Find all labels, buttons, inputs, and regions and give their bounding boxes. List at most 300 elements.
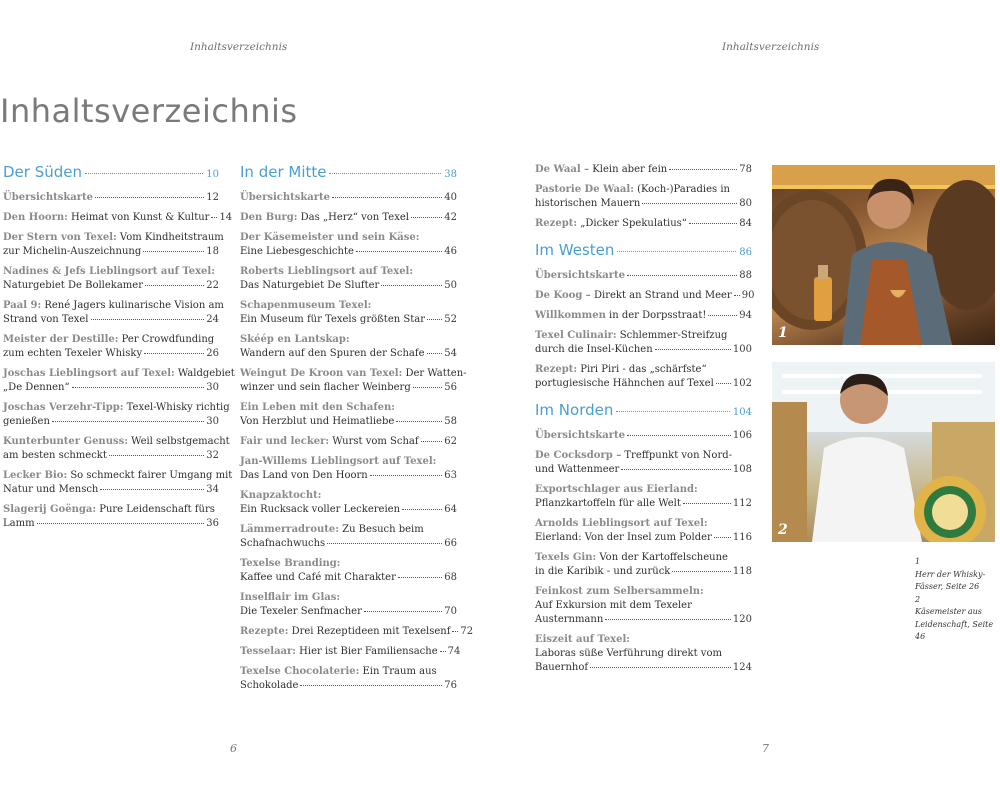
toc-entry-title: Zu Besuch beim — [338, 524, 424, 535]
toc-entry-title: Wurst vom Schaf — [329, 436, 419, 447]
toc-entry-page: 120 — [732, 614, 752, 625]
toc-entry-text — [535, 565, 670, 579]
toc-entry-title: Laboras süße Verführung direkt vom — [535, 648, 722, 659]
toc-entry-title: Natur und Mensch — [3, 484, 99, 495]
toc-entry-title: Von Herzblut und Heimatliebe — [240, 416, 395, 427]
toc-entry-text — [535, 531, 712, 545]
dot-leader — [72, 387, 205, 388]
toc-entry-text — [240, 435, 419, 449]
toc-entry-title: Eierland: Von der Insel zum Polder — [535, 532, 712, 543]
toc-entry-label: Übersichtskarte — [535, 430, 626, 441]
toc-entry-page: 66 — [444, 538, 457, 549]
caption-number-2: 2 — [915, 594, 921, 604]
section-heading[interactable] — [3, 163, 219, 181]
toc-entry-line — [240, 435, 457, 449]
toc-entry-line — [240, 299, 457, 313]
toc-entry[interactable] — [240, 211, 457, 225]
toc-entry-text — [240, 625, 450, 639]
toc-entry-text — [535, 289, 732, 303]
toc-entry-label: Übersichtskarte — [240, 192, 331, 203]
photo-cheese-master — [772, 362, 995, 542]
toc-entry-line — [535, 633, 752, 647]
toc-entry-title: genießen — [3, 416, 50, 427]
toc-entry-label: Texels Gin: — [535, 552, 597, 563]
toc-entry-text — [240, 523, 424, 537]
toc-entry-text — [535, 449, 732, 463]
dot-leader — [616, 411, 730, 412]
toc-entry[interactable] — [240, 299, 457, 327]
toc-entry-line — [3, 401, 230, 415]
caption-text-1a: Herr der Whisky- — [915, 569, 986, 579]
toc-entry-title: Naturgebiet De Bollekamer — [3, 280, 143, 291]
toc-entry-label: Rezepte: — [240, 626, 289, 637]
toc-entry-line — [3, 435, 230, 449]
section-title: In der Mitte — [240, 163, 327, 181]
photo-whisky-master — [772, 165, 995, 345]
toc-entry[interactable] — [535, 449, 752, 477]
toc-entry-label: Texel Culinair: — [535, 330, 617, 341]
toc-entry-label: Rezept: — [535, 218, 578, 229]
toc-entry-line — [240, 191, 457, 205]
toc-entry-text — [535, 363, 707, 377]
toc-entry-line — [3, 381, 219, 395]
toc-entry-title: Strand von Texel — [3, 314, 89, 325]
toc-entry-text — [3, 435, 230, 449]
caption-number-1: 1 — [915, 557, 921, 566]
toc-entry-title: Ein Rucksack voller Leckereien — [240, 504, 401, 515]
toc-entry-title: Wandern auf den Spuren der Schafe — [240, 348, 425, 359]
toc-entry-title: Schokolade — [240, 680, 299, 691]
toc-entry-label: De Koog – — [535, 290, 591, 301]
toc-entry-title: „De Dennen“ — [3, 382, 70, 393]
caption-text-2b: Leidenschaft, Seite 46 — [915, 619, 994, 641]
toc-entry-text — [3, 333, 214, 347]
toc-entry-line — [3, 231, 224, 245]
section-heading[interactable] — [535, 241, 752, 259]
toc-entry[interactable] — [535, 163, 752, 177]
toc-entry-line — [3, 265, 219, 279]
dot-leader — [672, 571, 731, 572]
toc-entry-title: Pure Leidenschaft fürs — [96, 504, 215, 515]
toc-entry-label: Den Hoorn: — [3, 212, 68, 223]
toc-entry-line — [240, 333, 457, 347]
toc-entry-label: Den Burg: — [240, 212, 298, 223]
dot-leader — [716, 383, 731, 384]
toc-entry-text — [3, 449, 107, 463]
section-heading[interactable] — [240, 163, 457, 181]
running-head-left: Inhaltsverzeichnis — [190, 41, 288, 53]
toc-entry-line — [3, 333, 219, 347]
toc-entry-text — [535, 343, 653, 357]
toc-entry-text — [3, 401, 230, 415]
toc-entry-text — [240, 415, 394, 429]
photo-number-2: 2 — [778, 522, 788, 538]
dot-leader — [627, 435, 731, 436]
dot-leader — [381, 285, 442, 286]
toc-entry-line — [535, 661, 752, 675]
toc-entry-text — [535, 497, 681, 511]
dot-leader — [590, 667, 731, 668]
toc-entry-text — [535, 517, 708, 531]
toc-entry-label: Lämmerradroute: — [240, 524, 339, 535]
dot-leader — [300, 685, 442, 686]
toc-entry-page: 26 — [206, 348, 219, 359]
toc-entry-page: 88 — [739, 270, 752, 281]
toc-entry-text — [535, 309, 706, 323]
toc-entry-label: Texelse Chocolaterie: — [240, 666, 360, 677]
toc-entry-page: 76 — [444, 680, 457, 691]
dot-leader — [370, 475, 443, 476]
toc-entry[interactable] — [3, 367, 235, 395]
toc-entry-text — [240, 347, 425, 361]
toc-entry[interactable] — [240, 435, 457, 449]
toc-entry-label: De Waal – — [535, 164, 590, 175]
section-page-number: 86 — [739, 247, 752, 258]
toc-entry-page: 74 — [447, 646, 461, 657]
toc-entry-title: Von der Kartoffelscheune — [596, 552, 728, 563]
toc-entry-line — [240, 367, 467, 381]
toc-entry-title: historischen Mauern — [535, 198, 641, 209]
toc-entry-label: Rezept: — [535, 364, 578, 375]
toc-entry-page: 108 — [732, 464, 752, 475]
toc-entry-title: Heimat von Kunst & Kultur — [67, 212, 210, 223]
toc-entry-title: René Jagers kulinarische Vision am — [41, 300, 224, 311]
toc-entry-line — [240, 313, 457, 327]
toc-entry-title: Pflanzkartoffeln für alle Welt — [535, 498, 681, 509]
toc-entry-text — [240, 313, 425, 327]
toc-entry[interactable] — [240, 665, 457, 693]
dot-leader — [411, 217, 442, 218]
toc-entry[interactable] — [535, 269, 752, 283]
toc-entry[interactable] — [240, 367, 467, 395]
toc-entry-text — [535, 429, 625, 443]
toc-entry-line — [535, 463, 752, 477]
toc-entry-line — [240, 265, 457, 279]
toc-entry-text — [240, 265, 413, 279]
toc-entry[interactable] — [535, 633, 752, 675]
toc-entry-text — [535, 163, 667, 177]
toc-entry-text — [535, 613, 603, 627]
toc-entry[interactable] — [535, 585, 752, 627]
toc-entry[interactable] — [535, 329, 752, 357]
toc-entry-line — [535, 289, 755, 303]
toc-entry-line — [3, 191, 219, 205]
toc-entry-line — [535, 183, 752, 197]
toc-entry-text — [535, 551, 728, 565]
toc-entry-line — [3, 279, 219, 293]
toc-entry-page: 94 — [739, 310, 752, 321]
toc-entry-text — [240, 571, 396, 585]
toc-entry-text — [535, 217, 687, 231]
toc-entry-text — [3, 503, 215, 517]
section-page-number: 10 — [206, 169, 219, 180]
toc-entry-label: Arnolds Lieblingsort auf Texel: — [535, 518, 708, 529]
toc-entry-line — [240, 523, 457, 537]
toc-entry[interactable] — [535, 517, 752, 545]
toc-entry-page: 106 — [732, 430, 752, 441]
toc-entry[interactable] — [3, 469, 233, 497]
toc-column-2 — [240, 163, 474, 699]
toc-entry-text — [535, 661, 588, 675]
toc-entry-text — [3, 415, 50, 429]
toc-entry-page: 100 — [732, 344, 752, 355]
toc-entry-label: Kunterbunter Genuss: — [3, 436, 128, 447]
toc-entry-text — [3, 483, 98, 497]
toc-entry-text — [240, 557, 340, 571]
toc-entry-line — [240, 469, 457, 483]
toc-entry[interactable] — [3, 299, 224, 327]
dot-leader — [627, 275, 737, 276]
toc-column-3 — [535, 163, 755, 681]
toc-entry-label: Übersichtskarte — [3, 192, 94, 203]
toc-entry-page: 54 — [444, 348, 457, 359]
toc-entry-page: 80 — [739, 198, 752, 209]
toc-entry-title: (Koch-)Paradies in — [633, 184, 730, 195]
toc-entry-label: Paal 9: — [3, 300, 42, 311]
toc-entry-text — [240, 645, 438, 659]
toc-entry-page: 63 — [444, 470, 457, 481]
toc-entry-label: Schapenmuseum Texel: — [240, 300, 372, 311]
toc-entry[interactable] — [240, 625, 474, 639]
dot-leader — [605, 619, 731, 620]
toc-entry-text — [3, 517, 35, 531]
toc-entry[interactable] — [535, 309, 752, 323]
toc-entry-line — [535, 329, 752, 343]
toc-entry-title: „Dicker Spekulatius“ — [577, 218, 687, 229]
dot-leader — [421, 441, 443, 442]
toc-entry-line — [535, 217, 752, 231]
toc-entry-title: Piri Piri - das „schärfste“ — [577, 364, 707, 375]
toc-entry[interactable] — [240, 591, 457, 619]
toc-entry[interactable] — [535, 483, 752, 511]
dot-leader — [413, 387, 443, 388]
toc-entry-title: in der Dorpsstraat! — [605, 310, 707, 321]
toc-entry[interactable] — [535, 551, 752, 579]
toc-entry-page: 34 — [206, 484, 219, 495]
toc-entry-text — [240, 455, 436, 469]
toc-entry[interactable] — [3, 191, 219, 205]
toc-entry-line — [240, 605, 457, 619]
toc-entry-page: 56 — [444, 382, 457, 393]
toc-entry-text — [240, 381, 411, 395]
toc-entry-title: zum echten Texeler Whisky — [3, 348, 143, 359]
toc-entry-label: Weingut De Kroon van Texel: — [240, 368, 403, 379]
toc-column-1 — [3, 163, 235, 537]
toc-entry-label: Knapzaktocht: — [240, 490, 322, 501]
toc-entry-label: Slagerij Goënga: — [3, 504, 97, 515]
toc-entry[interactable] — [3, 435, 230, 463]
dot-leader — [91, 319, 205, 320]
toc-entry-text — [240, 279, 379, 293]
toc-entry-page: 102 — [732, 378, 752, 389]
toc-entry-line — [535, 531, 752, 545]
toc-entry-text — [3, 347, 142, 361]
caption-text-1b: Fässer, Seite 26 — [915, 582, 980, 591]
toc-entry[interactable] — [535, 183, 752, 211]
toc-entry[interactable] — [240, 333, 457, 361]
toc-entry[interactable] — [240, 401, 457, 429]
dot-leader — [427, 319, 442, 320]
toc-entry-text — [3, 299, 224, 313]
toc-entry[interactable] — [535, 217, 752, 231]
toc-entry-line — [535, 613, 752, 627]
section-page-number: 38 — [444, 169, 457, 180]
toc-entry-text — [3, 245, 141, 259]
toc-entry-line — [535, 647, 752, 661]
toc-entry-title: Vom Kindheitstraum — [116, 232, 224, 243]
dot-leader — [655, 349, 731, 350]
toc-entry-text — [240, 489, 321, 503]
toc-entry[interactable] — [3, 265, 219, 293]
toc-entry-title: Das Land von Den Hoorn — [240, 470, 368, 481]
toc-entry-line — [3, 299, 224, 313]
toc-entry[interactable] — [3, 333, 219, 361]
toc-entry-line — [3, 313, 219, 327]
photo-captions — [915, 556, 1000, 644]
dot-leader — [144, 353, 204, 354]
toc-entry-page: 112 — [732, 498, 752, 509]
running-head-right: Inhaltsverzeichnis — [722, 41, 820, 53]
toc-entry-label: Willkommen — [535, 310, 606, 321]
toc-entry-page: 30 — [206, 382, 219, 393]
toc-entry[interactable] — [535, 289, 755, 303]
toc-entry[interactable] — [240, 489, 457, 517]
toc-entry-title: Weil selbstgemacht — [127, 436, 230, 447]
toc-entry-line — [240, 645, 461, 659]
toc-entry-page: 58 — [444, 416, 457, 427]
toc-entry-page: 118 — [732, 566, 752, 577]
toc-entry-title: Kaffee und Café mit Charakter — [240, 572, 396, 583]
dot-leader — [621, 469, 731, 470]
toc-entry-page: 116 — [732, 532, 752, 543]
toc-entry-label: Eiszeit auf Texel: — [535, 634, 630, 645]
toc-entry-title: am besten schmeckt — [3, 450, 107, 461]
toc-entry[interactable] — [240, 455, 457, 483]
toc-entry-line — [240, 245, 457, 259]
toc-entry-title: Schlemmer-Streifzug — [616, 330, 728, 341]
toc-entry-label: Roberts Lieblingsort auf Texel: — [240, 266, 414, 277]
dot-leader — [714, 537, 731, 538]
toc-entry-line — [240, 279, 457, 293]
toc-entry-title: Das „Herz“ von Texel — [297, 212, 409, 223]
toc-entry-text — [240, 591, 340, 605]
toc-entry-text — [535, 183, 730, 197]
toc-entry-line — [3, 449, 219, 463]
toc-entry-line — [535, 343, 752, 357]
dot-leader — [52, 421, 204, 422]
toc-entry-text — [240, 503, 400, 517]
toc-entry-line — [535, 497, 752, 511]
toc-entry-label: Pastorie De Waal: — [535, 184, 634, 195]
toc-entry[interactable] — [3, 211, 233, 225]
toc-entry-text — [535, 197, 640, 211]
toc-entry-text — [240, 231, 419, 245]
toc-entry-text — [240, 679, 298, 693]
photo-2-illustration — [772, 362, 995, 542]
toc-entry-page: 18 — [206, 246, 219, 257]
dot-leader — [109, 455, 204, 456]
toc-entry-page: 32 — [206, 450, 219, 461]
toc-entry-line — [240, 571, 457, 585]
dot-leader — [683, 503, 731, 504]
toc-entry-page: 42 — [444, 212, 457, 223]
toc-entry-text — [3, 381, 70, 395]
toc-entry[interactable] — [240, 265, 457, 293]
dot-leader — [211, 217, 217, 218]
toc-entry-line — [240, 537, 457, 551]
toc-entry-text — [240, 401, 395, 415]
toc-entry-title: Das Naturgebiet De Slufter — [240, 280, 380, 291]
toc-entry-line — [240, 415, 457, 429]
dot-leader — [364, 611, 442, 612]
toc-entry-title: Hier ist Bier Familiensache — [296, 646, 438, 657]
toc-entry[interactable] — [3, 401, 230, 429]
toc-entry[interactable] — [240, 523, 457, 551]
dot-leader — [427, 353, 443, 354]
toc-entry-text — [3, 279, 143, 293]
toc-entry-label: Tesselaar: — [240, 646, 296, 657]
toc-entry-line — [240, 557, 457, 571]
toc-entry-title: Die Texeler Senfmacher — [240, 606, 362, 617]
dot-leader — [708, 315, 737, 316]
toc-entry-title: und Wattenmeer — [535, 464, 620, 475]
toc-entry-title: in die Karibik - und zurück — [535, 566, 671, 577]
toc-entry-line — [240, 591, 457, 605]
toc-entry[interactable] — [240, 191, 457, 205]
toc-entry-label: De Cocksdorp – — [535, 450, 622, 461]
toc-entry[interactable] — [240, 645, 461, 659]
dot-leader — [669, 169, 737, 170]
toc-entry-line — [240, 381, 457, 395]
toc-entry-page: 84 — [739, 218, 752, 229]
section-heading[interactable] — [535, 401, 752, 419]
toc-entry-line — [240, 503, 457, 517]
toc-entry-label: Übersichtskarte — [535, 270, 626, 281]
toc-entry[interactable] — [535, 429, 752, 443]
toc-entry[interactable] — [535, 363, 752, 391]
toc-entry-title: Schafnachwuchs — [240, 538, 326, 549]
toc-entry-title: portugiesische Hähnchen auf Texel — [535, 378, 714, 389]
toc-entry[interactable] — [3, 231, 224, 259]
toc-entry-text — [240, 605, 362, 619]
toc-entry-page: 50 — [444, 280, 457, 291]
dot-leader — [617, 251, 736, 252]
toc-entry-title: Lamm — [3, 518, 35, 529]
toc-entry-line — [3, 483, 219, 497]
toc-entry[interactable] — [3, 503, 219, 531]
toc-entry[interactable] — [240, 557, 457, 585]
page-number-left: 6 — [230, 742, 237, 755]
toc-entry-line — [535, 269, 752, 283]
toc-entry-line — [240, 231, 457, 245]
toc-entry-text — [240, 469, 368, 483]
toc-entry-page: 14 — [219, 212, 233, 223]
toc-entry-page: 64 — [444, 504, 457, 515]
toc-entry[interactable] — [240, 231, 457, 259]
toc-entry-label: Meister der Destille: — [3, 334, 119, 345]
toc-entry-label: Jan-Willems Lieblingsort auf Texel: — [240, 456, 437, 467]
toc-entry-line — [240, 347, 457, 361]
toc-entry-text — [535, 647, 722, 661]
toc-entry-label: Lecker Bio: — [3, 470, 68, 481]
toc-entry-line — [3, 245, 219, 259]
toc-entry-line — [535, 565, 752, 579]
toc-entry-text — [240, 191, 330, 205]
dot-leader — [452, 631, 458, 632]
page-number-right: 7 — [762, 742, 769, 755]
dot-leader — [332, 197, 442, 198]
toc-entry-label: Der Käsemeister und sein Käse: — [240, 232, 420, 243]
